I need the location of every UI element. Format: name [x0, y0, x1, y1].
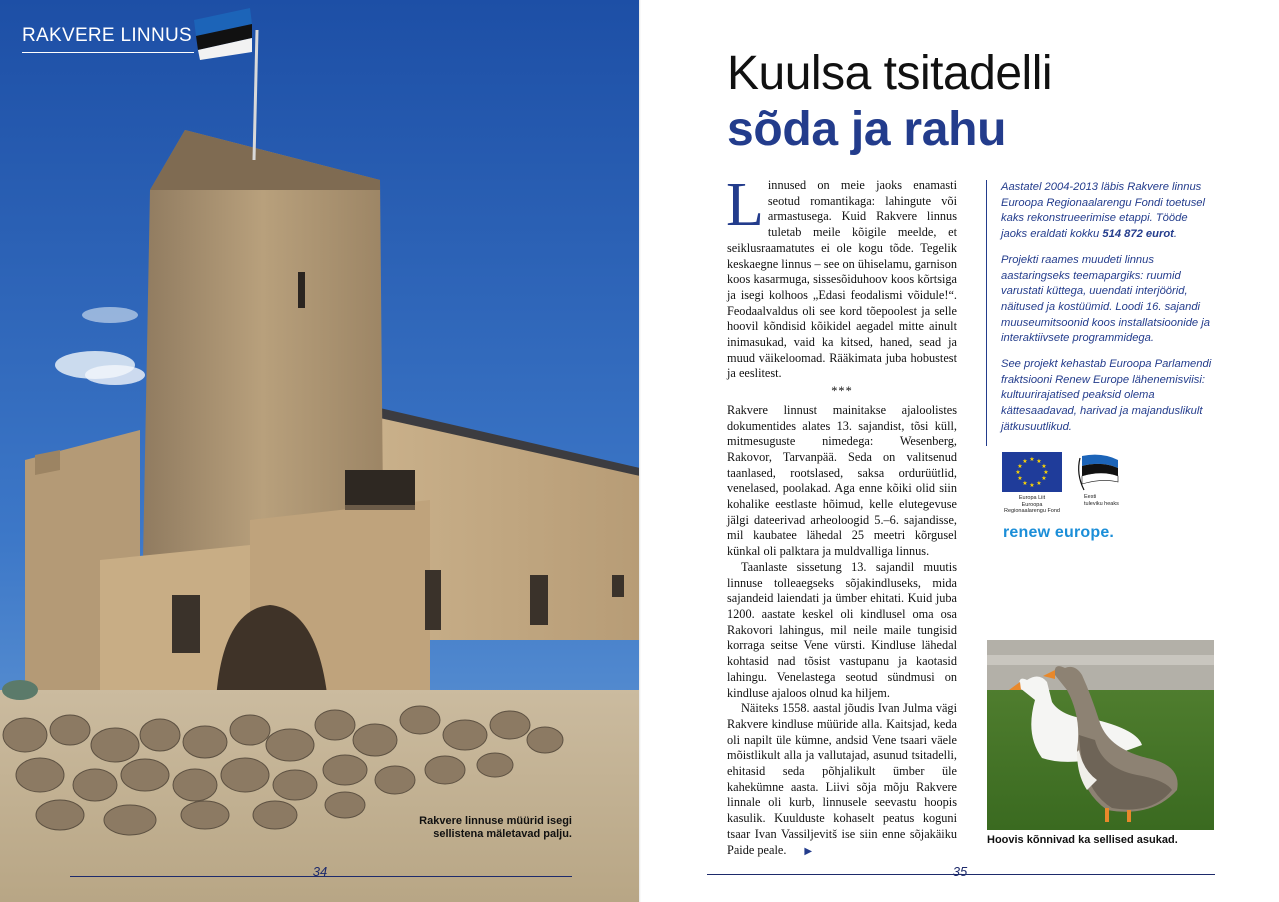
estonia-flag-logo-icon [1068, 452, 1124, 498]
sidebar-info [986, 180, 1214, 446]
estonia-logo-caption: Eesti tuleviku heaks [1084, 494, 1119, 507]
photo-caption: Rakvere linnuse müürid isegi sellistena mäletavad palju. [419, 815, 572, 840]
sidebar-paragraph: Projekti raames muudeti linnus aastaringseks teemapargiks: ruumid varustati küttega, uuendati interjöörid, näitused ja kostüümid. Loodi 16. sajandi muuseumitsoonid koos installatsioonide ja interaktiivsete programmidega. [1001, 253, 1210, 345]
svg-text:★: ★ [1041, 463, 1047, 470]
section-label: RAKVERE LINNUS [22, 25, 192, 46]
svg-text:★: ★ [1017, 475, 1023, 482]
article-paragraph [726, 171, 957, 382]
svg-text:★: ★ [1015, 469, 1021, 476]
svg-text:★: ★ [1022, 480, 1028, 487]
eu-flag-icon [1002, 452, 1062, 492]
right-page [640, 0, 1279, 902]
svg-text:★: ★ [1043, 469, 1049, 476]
article-paragraph: Taanlaste sissetung 13. sajandil muutis linnuse tolleaegseks sõjakindluseks, mida sajandeid laiendati ja ümber ehitati. Kuid juba 1200. aastate keskel oli kindlusel oma osa Rakovori lahingus, mil neile maile tungisid korraga seitse Vene vürsti. Kindluse lähedal kohtasid nad tõsist vastupanu ja kaotasid lahingu. Venelastega seotud sündmusi on kindluse ajaloos olnud ka hiljem. [727, 559, 957, 700]
svg-text:★: ★ [1041, 475, 1047, 482]
page-number: 35 [952, 864, 968, 879]
article-title: Kuulsa tsitadelli [727, 47, 1053, 100]
end-triangle-icon: ▶ [804, 845, 813, 857]
funding-amount: 514 872 eurot [1102, 228, 1174, 241]
paragraph-text: Näiteks 1558. aastal jõudis Ivan Julma vägi Rakvere kindluse müüride alla. Kaitsjad, keda oli napilt üle kümne, andsid Vene tsaari väele mõistlikult alla ja vallutajad, asunud tsitadelli, ehitasid seda põhjalikult ümber üle kahekümne aasta. Liivi sõja mõju Rakvere linnale oli kurb, linnusele seevastu hoopis kasulik. Kuulduste kohaselt peatus koguni tsaar Ivan Vassiljevitš ise siin enne sõjakäiku Paide peale. [727, 701, 957, 857]
svg-text:★: ★ [1022, 458, 1028, 465]
eu-fund-caption: Europa Liit Euroopa Regionaalarengu Fond [1004, 495, 1060, 514]
page-number: 34 [312, 864, 328, 879]
article-paragraph: Rakvere linnust mainitakse ajaloolistes dokumentides alates 13. sajandist, tõsi küll, mitmesuguste nimedega: Wesenberg, Rakovor, Tarvanpää. Seda on valitsenud taanlased, rootslased, saksa ordurüütlid, venelased, poolakad. Aga enne kõiki olid siin kohalike eestlaste hõimud, kelle elutegevuse jälgi dateerivad arheoloogid 5.–6. sajandisse, mil kaubatee lähedal 25 meetri kõrgusel künkal oli palktara ja muldvalliga linnus. [727, 402, 957, 559]
section-label-underline [22, 52, 194, 53]
funder-logos [1002, 452, 1202, 522]
paragraph-text: innused on meie jaoks enamasti seotud romantikaga: lahingute või armastusega. Kuid Rakvere linnus tuletab meile kõigile meelde, et seiklusraamatutes ei ole kogu tõde. Tegelik keskaegne linnus – see on ühiselamu, garnison koos kasarmuga, sissesõiduhoov koos kõrtsiga ja isegi kolhoos „Edasi feodalismi võidule!“. Feodaalvaldus oli see kord tõepoolest ja selle hoovil kõndisid kõikidel aegadel mitte ainult inimasukad, vaid ka kitsed, haned, sead ja muud väikeloomad. Rääkimata juba hobustest ja eeslitest. [727, 178, 957, 381]
section-separator: *** [831, 384, 853, 399]
sidebar-paragraph: See projekt kehastab Euroopa Parlamendi fraktsiooni Renew Europe lähenemisviisi: kultuurirajatised peaksid olema kättesaadavad, harivad ja majanduslikult jätkusuutlikud. [1001, 358, 1212, 433]
svg-text:★: ★ [1036, 458, 1042, 465]
svg-text:★: ★ [1036, 480, 1042, 487]
geese-photo [987, 640, 1214, 830]
photo-caption: Hoovis kõnnivad ka sellised asukad. [987, 834, 1178, 846]
article-paragraph [727, 701, 957, 859]
svg-text:★: ★ [1029, 482, 1035, 489]
svg-text:★: ★ [1029, 456, 1035, 463]
article-body [726, 171, 957, 859]
svg-text:★: ★ [1017, 463, 1023, 470]
renew-europe-logo: renew europe. [1003, 524, 1115, 541]
drop-cap: L [726, 171, 764, 239]
article-title-highlight: sõda ja rahu [727, 103, 1007, 156]
sidebar-paragraph: Aastatel 2004-2013 läbis Rakvere linnus Euroopa Regionaalarengu Fondi toetusel kaks rekonstrueerimise etappi. Tööde jaoks eraldati kokku 514 872 eurot. [1001, 181, 1206, 241]
